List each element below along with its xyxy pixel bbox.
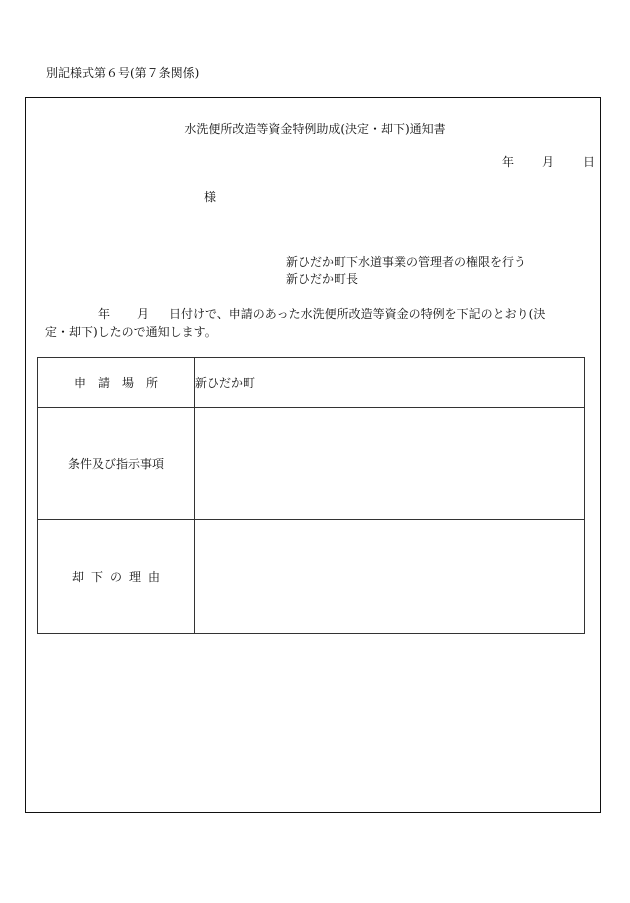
- table-row: [38, 358, 585, 408]
- row-value-application-site: 新ひだか町: [195, 358, 585, 408]
- issuer-line-2: 新ひだか町長: [286, 272, 359, 286]
- issuer-block: [286, 254, 526, 288]
- addressee-suffix: 様: [204, 190, 217, 204]
- date-month-label: 月: [542, 155, 555, 169]
- notice-body-line-2: 定・却下)したので通知します。: [45, 325, 217, 339]
- body-year-label: 年: [98, 307, 111, 321]
- date-day-label: 日: [583, 155, 596, 169]
- form-reference: 別記様式第６号(第７条関係): [46, 66, 200, 80]
- body-text-rest: 日付けで、申請のあった水洗便所改造等資金の特例を下記のとおり(決: [169, 307, 546, 321]
- issuer-line-1: 新ひだか町下水道事業の管理者の権限を行う: [286, 255, 527, 269]
- body-month-label: 月: [137, 307, 150, 321]
- row-label-application-site: 申請場所: [38, 358, 195, 408]
- row-value-conditions: [195, 408, 585, 520]
- notice-body-line-1: [45, 305, 600, 323]
- details-table: [37, 357, 585, 634]
- row-label-rejection-reason: 却下の理由: [38, 520, 195, 634]
- document-title: 水洗便所改造等資金特例助成(決定・却下)通知書: [184, 122, 446, 136]
- row-value-rejection-reason: [195, 520, 585, 634]
- table-row: [38, 520, 585, 634]
- table-row: [38, 408, 585, 520]
- row-label-conditions: 条件及び指示事項: [38, 408, 195, 520]
- date-year-label: 年: [502, 155, 515, 169]
- notice-body: [45, 305, 600, 341]
